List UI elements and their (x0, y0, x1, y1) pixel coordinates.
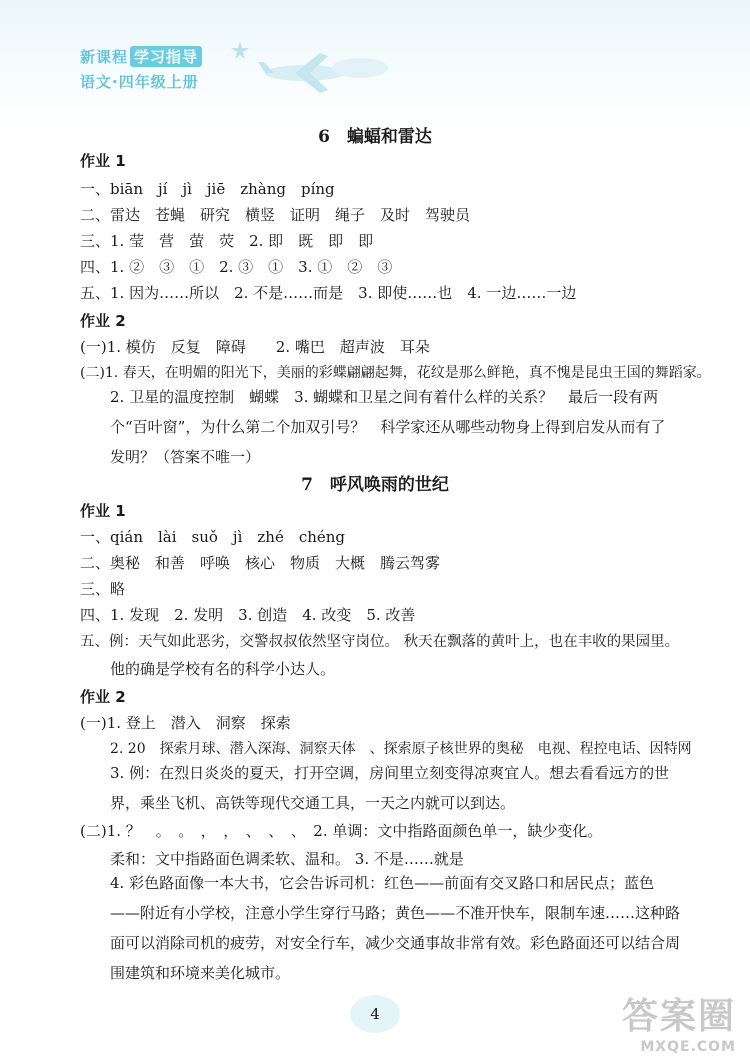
lesson6-hw2-label: 作业 2 (80, 312, 126, 330)
lesson7-hw1-line: 三、略 (80, 580, 126, 598)
lesson7-hw2-paragraph: 4. 彩色路面像一本大书，它会告诉司机：红色——前面有交叉路口和居民点；蓝色——附近有小学校，注意小学生穿行马路；黄色——不准开快车，限制车速……这种路面可以消除司机的疲劳，对安全行车，减少交通事故非常有效。彩色路面还可以结合周围建筑和环境来美化城市。 (110, 874, 681, 982)
brand-line2: 语文·四年级上册 (80, 73, 199, 91)
lesson6-hw2-paragraph: 2. 卫星的温度控制 蝴蝶 3. 蝴蝶和卫星之间有着什么样的关系？ 最后一段有两个“百叶窗”，为什么第二个加双引号？ 科学家还从哪些动物身上得到启发从而有了发明？（答案不唯一） (110, 388, 666, 466)
lesson6-hw1-line: 三、1. 莹 营 萤 荧 2. 即 既 即 即 (80, 232, 374, 250)
lesson7-hw2-paragraph: 3. 例：在烈日炎炎的夏天，打开空调，房间里立刻变得凉爽宜人。想去看看远方的世界，乘坐飞机、高铁等现代交通工具，一天之内就可以到达。 (110, 764, 670, 812)
lesson7-hw1-line: 他的确是学校有名的科学小达人。 (110, 660, 336, 678)
watermark-line1: 答案圈 (621, 996, 736, 1037)
lesson7-hw1-line: 四、1. 发现 2. 发明 3. 创造 4. 改变 5. 改善 (80, 606, 416, 624)
lesson6-title: 6 蝙蝠和雷达 (318, 127, 432, 147)
lesson7-hw1-line: 一、qián lài suǒ jì zhé chéng (80, 528, 346, 546)
star-icon (230, 40, 250, 60)
lesson7-hw2-label: 作业 2 (80, 688, 126, 706)
brand-line1: 新课程 (80, 48, 129, 66)
lesson6-hw1-label: 作业 1 (80, 152, 126, 170)
lesson7-hw2-line: 2. 20 探索月球、潜入深海、洞察天体 、探索原子核世界的奥秘 电视、程控电话、因特网 (110, 741, 692, 757)
page-number: 4 (370, 1005, 380, 1023)
brand-logo (80, 46, 202, 92)
watermark-logo (622, 988, 736, 1055)
lesson6-hw2-line: (一)1. 模仿 反复 障碍 2. 嘴巴 超声波 耳朵 (80, 338, 430, 356)
lesson7-hw2-line: (一)1. 登上 潜入 洞察 探索 (80, 714, 291, 732)
watermark-line2: MXQE.COM (640, 1039, 736, 1055)
lesson6-hw1-line: 四、1. ② ③ ① 2. ③ ① 3. ① ② ③ (80, 258, 393, 276)
lesson7-hw1-line: 五、例：天气如此恶劣，交警叔叔依然坚守岗位。 秋天在飘落的黄叶上，也在丰收的果园里。 (80, 634, 680, 650)
lesson7-hw1-line: 二、奥秘 和善 呼唤 核心 物质 大概 腾云驾雾 (80, 554, 441, 572)
lesson6-hw1-line: 二、雷达 苍蝇 研究 横竖 证明 绳子 及时 驾驶员 (80, 206, 471, 224)
lesson7-title: 7 呼风唤雨的世纪 (301, 475, 449, 495)
lesson6-hw1-line: 一、biān jí jì jiē zhàng píng (80, 180, 335, 198)
brand-tag: 学习指导 (130, 46, 202, 67)
lesson7-hw2-line: 柔和：文中指路面色调柔软、温和。 3. 不是……就是 (110, 850, 464, 868)
lesson7-hw2-line: (二)1. ？ 。 。 ， ， 、 、 、 2. 单调：文中指路面颜色单一，缺少变化。 (80, 822, 603, 840)
lesson6-hw1-line: 五、1. 因为……所以 2. 不是……而是 3. 即使……也 4. 一边……一边 (80, 284, 577, 302)
lesson6-hw2-line: (二)1. 春天，在明媚的阳光下，美丽的彩蝶翩翩起舞，花纹是那么鲜艳，真不愧是昆虫王国的舞蹈家。 (80, 365, 711, 381)
cloud-icon (330, 50, 390, 80)
lesson7-hw1-label: 作业 1 (80, 502, 126, 520)
